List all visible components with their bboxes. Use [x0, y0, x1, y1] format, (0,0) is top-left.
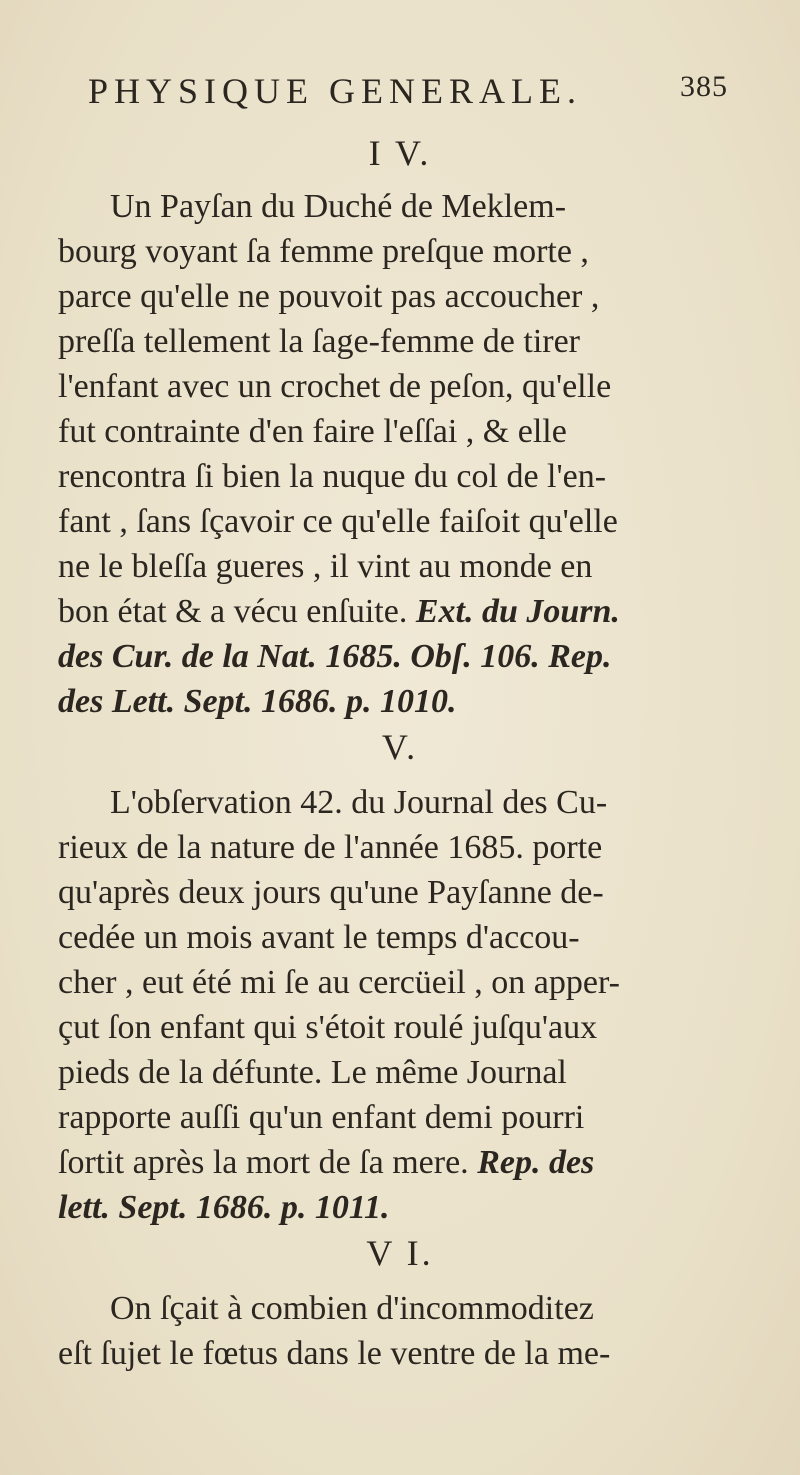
text-line [58, 634, 748, 679]
text-line: parce qu'elle ne pouvoit pas accoucher , [58, 278, 600, 315]
text-segment: bon état & a vécu enſuite. [58, 593, 408, 630]
citation: des Cur. de la Nat. [58, 638, 317, 675]
citation: Rep. des [477, 1144, 595, 1181]
text-line: Un Payſan du Duché de Meklem- [110, 188, 567, 225]
text-line: bourg voyant ſa femme preſque morte , [58, 233, 589, 270]
citation: Ext. du Journ. [415, 593, 620, 630]
text-line: eſt ſujet le fœtus dans le ventre de la me- [58, 1335, 611, 1372]
citation: 1686. p. 1011. [195, 1189, 390, 1226]
running-title: PHYSIQUE GENERALE. [88, 71, 582, 111]
text-line: fut contrainte d'en faire l'eſſai , & elle [58, 413, 567, 450]
section-heading-vi: V I. [366, 1233, 434, 1273]
text-line: pieds de la défunte. Le même Journal [58, 1054, 567, 1091]
text-line [58, 679, 748, 724]
citation: 1685. Obſ. 106. [325, 638, 540, 675]
text-line: fant , ſans ſçavoir ce qu'elle faiſoit qu'elle [58, 503, 618, 540]
text-line: qu'après deux jours qu'une Payſanne de- [58, 874, 604, 911]
text-line [58, 1140, 748, 1185]
text-line: ne le bleſſa gueres , il vint au monde en [58, 548, 593, 585]
citation: Rep. [548, 638, 612, 675]
section-heading-v: V. [381, 727, 419, 767]
section-iv-text [58, 184, 748, 724]
text-line: çut ſon enfant qui s'étoit roulé juſqu'aux [58, 1009, 598, 1046]
section-v-text [58, 780, 748, 1230]
text-line: cedée un mois avant le temps d'accou- [58, 919, 580, 956]
text-line: l'enfant avec un crochet de peſon, qu'elle [58, 368, 612, 405]
citation: des Lett. Sept. [58, 683, 253, 720]
section-heading-iv: I V. [368, 133, 432, 173]
text-line: preſſa tellement la ſage-femme de tirer [58, 323, 581, 360]
text-line [58, 1185, 748, 1230]
text-line: On ſçait à combien d'incommoditez [110, 1290, 594, 1327]
text-line: cher , eut été mi ſe au cercüeil , on apper- [58, 964, 620, 1001]
text-line [58, 589, 748, 634]
text-line: rapporte auſſi qu'un enfant demi pourri [58, 1099, 585, 1136]
text-line: rencontra ſi bien la nuque du col de l'en- [58, 458, 607, 495]
section-vi-text [58, 1286, 748, 1376]
citation: 1686. p. 1010. [261, 683, 457, 720]
running-head [88, 70, 728, 120]
text-line: L'obſervation 42. du Journal des Cu- [110, 784, 608, 821]
citation: lett. Sept. [58, 1189, 188, 1226]
text-line: rieux de la nature de l'année 1685. porte [58, 829, 603, 866]
page-number: 385 [680, 70, 728, 103]
text-segment: ſortit après la mort de ſa mere. [58, 1144, 469, 1181]
